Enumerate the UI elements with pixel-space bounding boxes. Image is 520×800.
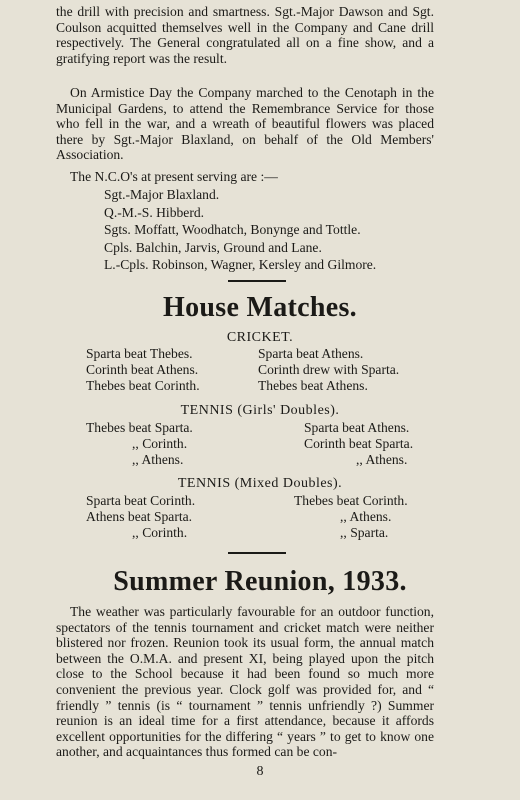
tennis-girls-result: ,, Corinth.: [132, 436, 188, 451]
nco-item: L.-Cpls. Robinson, Wagner, Kersley and Gilmore.: [104, 257, 377, 272]
reunion-paragraph: The weather was particularly favourable for an outdoor function, spectators of the tennis tournament and cricket match were neither blistered nor frozen. Reunion took its usual form, the annual match between the O.M.A. and present XI, being played upon the pitch close to the School because it had been found so much more convenient the previous year. Clock golf was provided for, and “ friendly ” tennis (is “ tournament ” tennis unfriendly ?) Summer reunion is an ideal time for a first attendance, because it affords excellent opportunities for the differing “ years ” to get to know one another, and acquaintances thus formed can be con-: [56, 604, 434, 760]
nco-item: Q.-M.-S. Hibberd.: [104, 204, 205, 220]
cricket-result: Thebes beat Corinth.: [86, 378, 200, 393]
tennis-girls-result: Thebes beat Sparta.: [86, 420, 193, 435]
tennis-mixed-result: ,, Corinth.: [132, 525, 188, 540]
tennis-mixed-heading: TENNIS (Mixed Doubles).: [177, 476, 343, 491]
tennis-girls-result: ,, Athens.: [356, 452, 408, 467]
tennis-girls-result: ,, Athens.: [132, 452, 184, 467]
tennis-mixed-result: Thebes beat Corinth.: [294, 493, 408, 508]
tennis-girls-result: Sparta beat Athens.: [304, 420, 410, 435]
tennis-mixed-result: Sparta beat Corinth.: [86, 493, 196, 508]
tennis-mixed-result: Athens beat Sparta.: [86, 509, 193, 524]
tennis-mixed-result: ,, Athens.: [340, 509, 392, 524]
cricket-result: Thebes beat Athens.: [258, 378, 368, 393]
house-matches-title: House Matches.: [163, 292, 357, 323]
cricket-result: Sparta beat Athens.: [258, 346, 364, 361]
armistice-paragraph: On Armistice Day the Company marched to the Cenotaph in the Municipal Gardens, to attend the Remembrance Service for those who fell in the war, and a wreath of beautiful flowers was placed there by Sgt.-Major Blaxland, on behalf of the Old Members' Association.: [56, 85, 434, 163]
cricket-result: Sparta beat Thebes.: [86, 346, 193, 361]
section-divider: [228, 552, 286, 554]
intro-paragraph-1: the drill with precision and smartness. Sgt.-Major Dawson and Sgt. Coulson acquitted themselves well in the Company and Cane drill respectively. The General congratulated all on a fine show, and a gratifying report was the result.: [56, 4, 434, 66]
cricket-result: Corinth drew with Sparta.: [258, 362, 400, 377]
nco-item: Sgts. Moffatt, Woodhatch, Bonynge and Tottle.: [104, 222, 361, 237]
nco-list: [104, 186, 376, 274]
page-number: 8: [256, 764, 264, 779]
tennis-girls-result: Corinth beat Sparta.: [304, 436, 414, 451]
nco-item: Cpls. Balchin, Jarvis, Ground and Lane.: [104, 239, 322, 255]
tennis-mixed-result: ,, Sparta.: [340, 525, 389, 540]
section-divider: [228, 280, 286, 282]
cricket-heading: CRICKET.: [226, 330, 294, 345]
tennis-girls-heading: TENNIS (Girls' Doubles).: [180, 403, 340, 418]
cricket-result: Corinth beat Athens.: [86, 362, 199, 377]
nco-heading: The N.C.O's at present serving are :—: [70, 169, 278, 184]
nco-item: Sgt.-Major Blaxland.: [104, 187, 220, 202]
summer-reunion-title: Summer Reunion, 1933.: [113, 566, 407, 597]
